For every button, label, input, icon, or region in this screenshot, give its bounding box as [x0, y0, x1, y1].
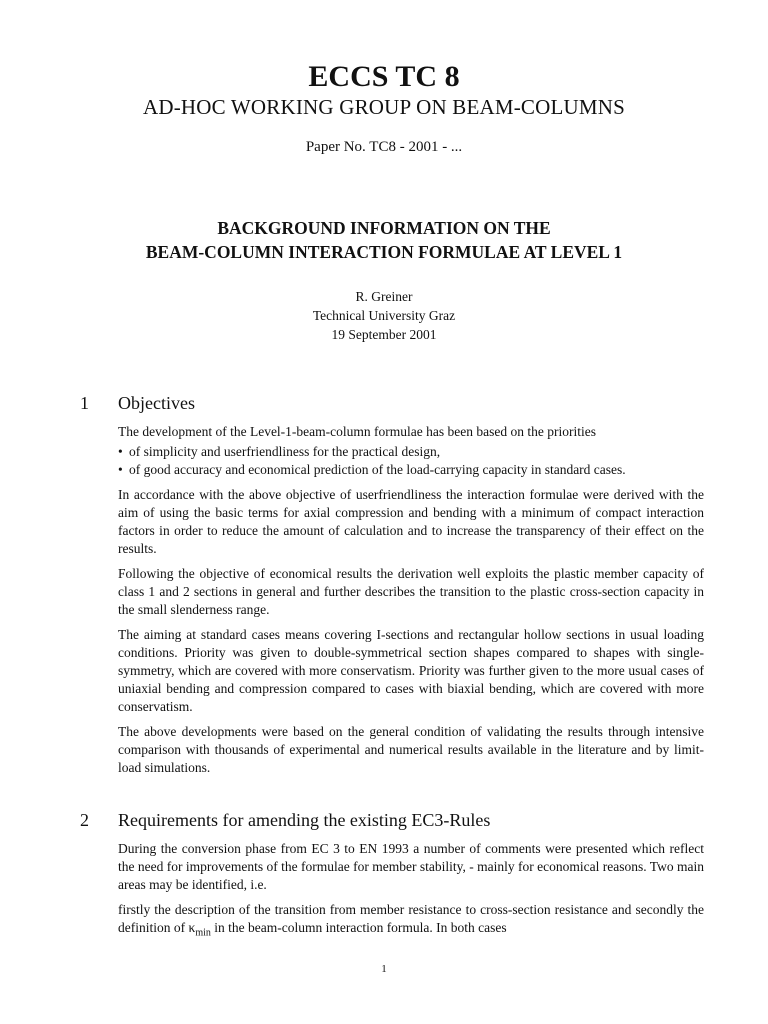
page-number: 1: [381, 963, 387, 975]
paragraph: The aiming at standard cases means covering I-sections and rectangular hollow sections in usual loading conditions. Priority was given to double-symmetrical section shapes compared to shapes with single-symmetry, which are covered with more conservatism. Priority was further given to the more usual cases of uniaxial bending and compression compared to cases with biaxial bending, which are covered with more conservatism.: [118, 627, 704, 714]
bullet-icon: •: [118, 462, 123, 477]
document-title: ECCS TC 8: [308, 60, 460, 93]
section-2-heading: [80, 809, 490, 831]
paper-title: [0, 216, 768, 264]
section-1-number: 1: [80, 393, 89, 413]
list-item-text: of good accuracy and economical prediction of the load-carrying capacity in standard cases.: [129, 462, 626, 477]
kappa-min-symbol: [188, 920, 211, 939]
paragraph-text: firstly the description of the transition from member resistance to cross-section resistance and secondly the definition of: [118, 902, 704, 935]
author-block: [0, 287, 768, 344]
section-2-title: Requirements for amending the existing EC3-Rules: [118, 810, 491, 830]
section-2-number: 2: [80, 810, 89, 830]
paragraph: The above developments were based on the general condition of validating the results through intensive comparison with thousands of experimental and numerical results available in the literature and by limit-load simulations.: [118, 724, 704, 775]
paragraph-text: in the beam-column interaction formula. In both cases: [210, 920, 507, 935]
kappa-glyph: κ: [188, 920, 196, 935]
paragraph: Following the objective of economical results the derivation well exploits the plastic member capacity of class 1 and 2 sections in general and further describes the transition to the plastic cross-section capacity in the small slenderness range.: [118, 566, 704, 617]
paper-title-line-2: BEAM-COLUMN INTERACTION FORMULAE AT LEVEL 1: [145, 242, 623, 262]
author-name: R. Greiner: [355, 289, 413, 304]
section-1-intro: The development of the Level-1-beam-column formulae has been based on the priorities: [118, 424, 596, 439]
list-item: [118, 461, 704, 479]
paragraph: During the conversion phase from EC 3 to EN 1993 a number of comments were presented which reflect the need for improvements of the formulae for member stability, - mainly for economical reasons. Two main areas may be identified, i.e.: [118, 841, 704, 892]
author-affiliation: Technical University Graz: [312, 308, 456, 323]
section-2-body: [118, 840, 704, 950]
list-item-text: of simplicity and userfriendliness for the practical design,: [129, 444, 441, 459]
paper-date: 19 September 2001: [331, 327, 437, 342]
document-subtitle: AD-HOC WORKING GROUP ON BEAM-COLUMNS: [142, 95, 626, 119]
bullet-icon: •: [118, 444, 123, 459]
paragraph: In accordance with the above objective of userfriendliness the interaction formulae were derived with the aim of using the basic terms for axial compression and bending with a minimum of compact interaction factors in order to reduce the amount of calculation and to increase the transparency of their effect on the results.: [118, 487, 704, 556]
list-item: [118, 443, 704, 461]
paper-title-line-1: BACKGROUND INFORMATION ON THE: [217, 218, 551, 238]
section-1-body: [118, 423, 704, 784]
section-1-title: Objectives: [118, 393, 195, 413]
section-1-heading: [80, 392, 195, 414]
paper-number: Paper No. TC8 - 2001 - ...: [305, 139, 463, 155]
kappa-subscript: min: [195, 927, 211, 939]
priority-list: [118, 443, 704, 479]
paragraph: [118, 901, 704, 943]
